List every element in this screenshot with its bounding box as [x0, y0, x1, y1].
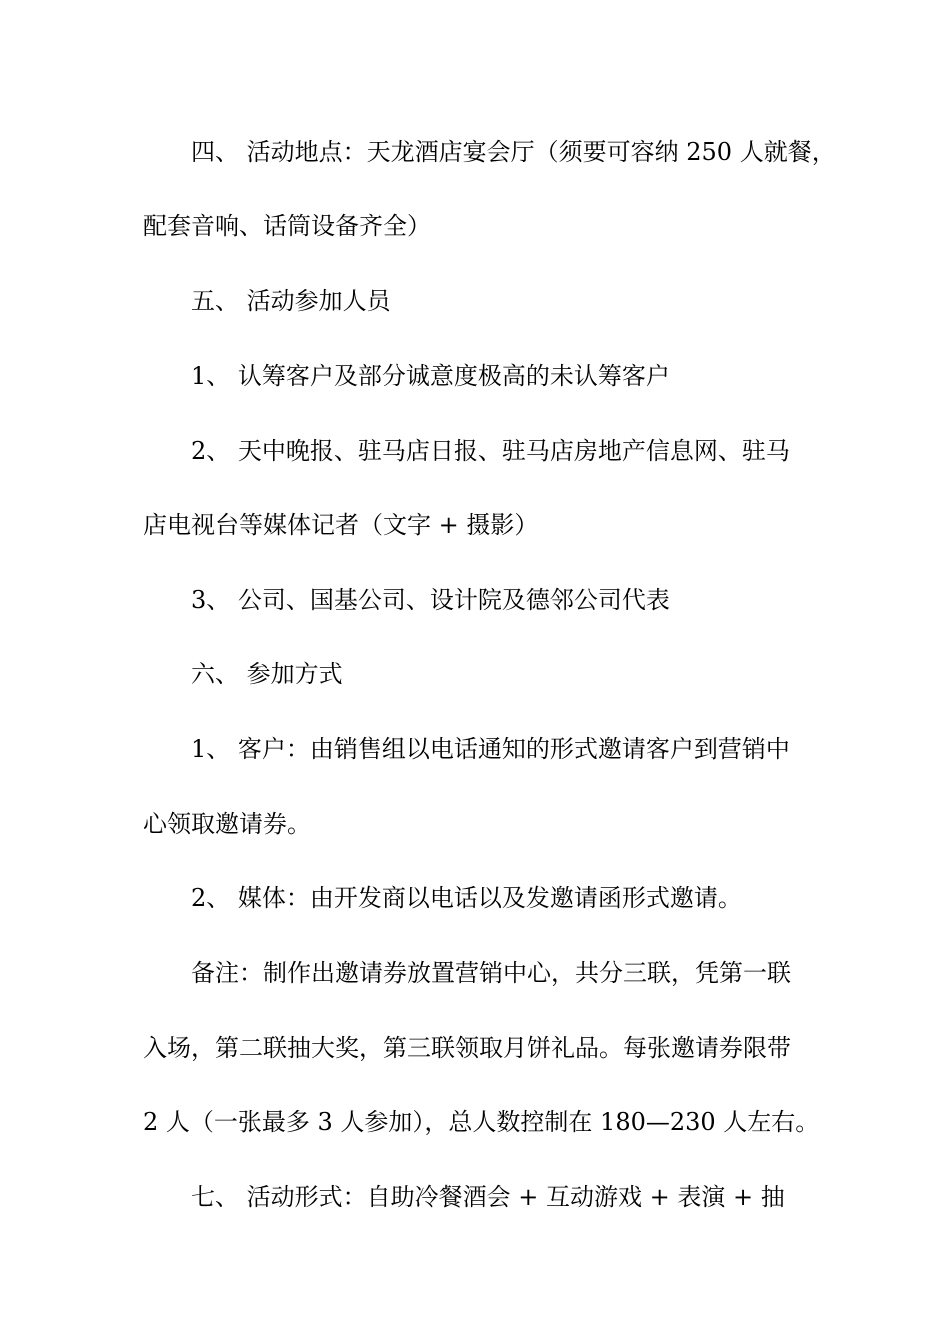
paragraph-line: 四、 活动地点：天龙酒店宴会厅（须要可容纳 250 人就餐， — [191, 138, 836, 166]
section-heading: 六、 参加方式 — [191, 660, 343, 688]
note-paragraph: 备注：制作出邀请券放置营销中心，共分三联，凭第一联 — [191, 959, 791, 987]
section-heading: 七、 活动形式：自助冷餐酒会 + 互动游戏 + 表演 + 抽 — [191, 1183, 785, 1211]
section-heading: 五、 活动参加人员 — [191, 287, 391, 315]
list-item: 2、 天中晚报、驻马店日报、驻马店房地产信息网、驻马 — [191, 437, 790, 465]
list-item: 1、 客户：由销售组以电话通知的形式邀请客户到营销中 — [191, 735, 790, 763]
list-item: 3、 公司、国基公司、设计院及德邻公司代表 — [191, 586, 670, 614]
list-item: 1、 认筹客户及部分诚意度极高的未认筹客户 — [191, 362, 670, 390]
paragraph-line: 心领取邀请券。 — [143, 810, 311, 838]
paragraph-line: 店电视台等媒体记者（文字 + 摄影） — [143, 511, 539, 539]
list-item: 2、 媒体：由开发商以电话以及发邀请函形式邀请。 — [191, 884, 742, 912]
paragraph-line: 配套音响、话筒设备齐全） — [143, 212, 431, 240]
paragraph-line: 2 人（一张最多 3 人参加），总人数控制在 180—230 人左右。 — [143, 1108, 820, 1136]
paragraph-line: 入场，第二联抽大奖，第三联领取月饼礼品。每张邀请券限带 — [143, 1034, 791, 1062]
